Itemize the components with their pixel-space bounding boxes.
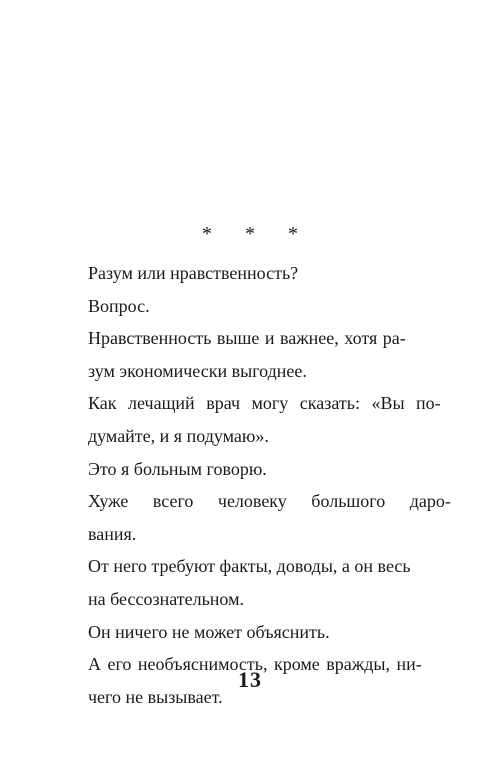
text-line: А его необъяснимость, кроме вражды, ни-: [88, 654, 422, 675]
text-line: думайте, и я подумаю».: [88, 425, 269, 446]
text-line: Как лечащий врач могу сказать: «Вы по-: [88, 393, 441, 414]
text-line: вания.: [88, 523, 137, 544]
text-line: Разум или нравственность?: [88, 263, 299, 283]
page-number: 13: [238, 667, 262, 692]
text-line: От него требуют факты, доводы, а он весь: [88, 556, 411, 577]
text-line: Это я больным говорю.: [88, 458, 267, 479]
text-line: чего не вызывает.: [88, 686, 223, 707]
text-line: Вопрос.: [88, 295, 150, 316]
text-line: на бессознательном.: [88, 588, 244, 609]
section-separator: * * *: [202, 223, 312, 245]
text-line: Нравственность выше и важнее, хотя ра-: [88, 328, 406, 349]
text-line: Хуже всего человеку большого даро-: [88, 491, 451, 512]
body-text: [88, 257, 451, 713]
text-line: зум экономически выгоднее.: [88, 360, 307, 381]
text-line: Он ничего не может объяснить.: [88, 621, 330, 642]
